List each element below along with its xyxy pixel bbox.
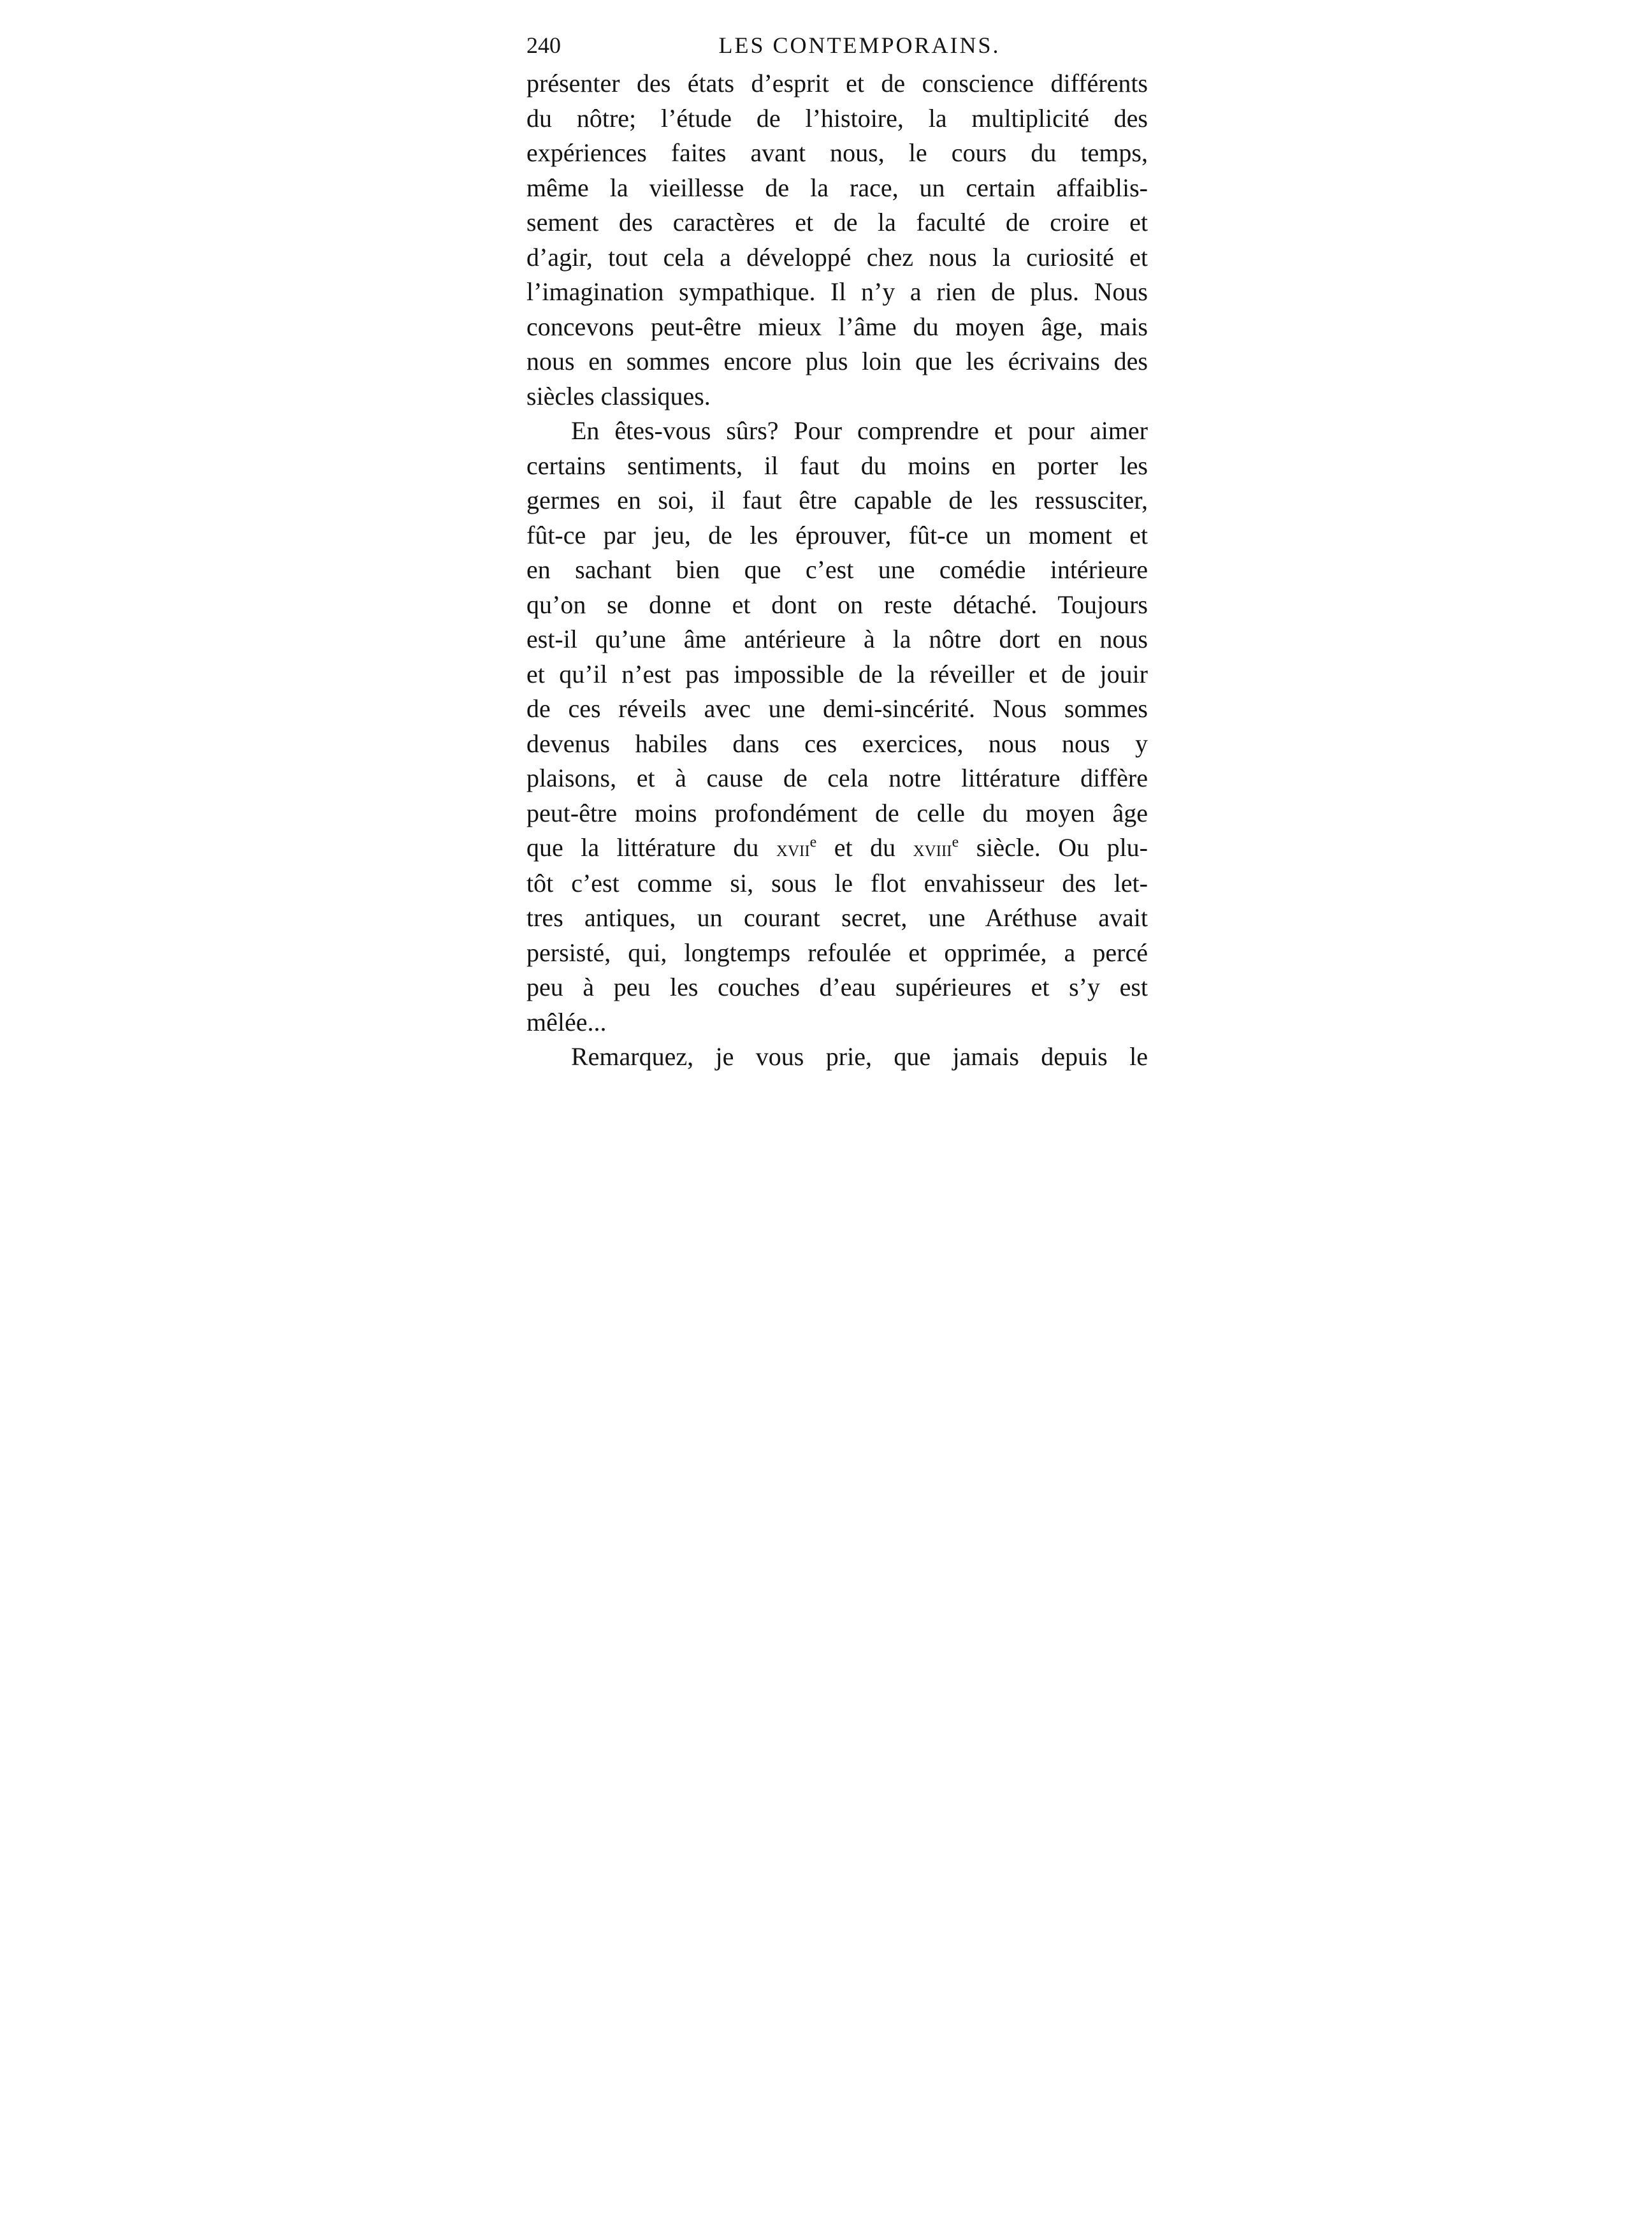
text-line: germes en soi, il faut être capable de les ressusciter, xyxy=(526,486,1148,514)
text-line: Remarquez, je vous prie, que jamais depuis le xyxy=(571,1042,1148,1071)
body-text xyxy=(526,66,1148,1075)
paragraph-2 xyxy=(526,414,1148,1040)
paragraph-1 xyxy=(526,66,1148,414)
text-line: concevons peut-être mieux l’âme du moyen âge, mais xyxy=(526,312,1148,341)
century-numeral: xvii xyxy=(776,836,810,861)
text-line: tôt c’est comme si, sous le flot envahisseur des let- xyxy=(526,868,1148,897)
text-line: certains sentiments, il faut du moins en porter les xyxy=(526,451,1148,480)
paragraph-3 xyxy=(526,1040,1148,1075)
text-line: tres antiques, un courant secret, une Aréthuse avait xyxy=(526,903,1148,932)
page-header xyxy=(526,23,1148,68)
text-line: plaisons, et à cause de cela notre littérature diffère xyxy=(526,764,1148,792)
text-line: présenter des états d’esprit et de conscience différents xyxy=(526,69,1148,98)
text-line: en sachant bien que c’est une comédie intérieure xyxy=(526,555,1148,584)
page-number: 240 xyxy=(526,33,561,58)
text-line-centuries xyxy=(526,831,1148,866)
text-line: qu’on se donne et dont on reste détaché. Toujours xyxy=(526,590,1148,619)
text-line: peu à peu les couches d’eau supérieures et s’y est xyxy=(526,973,1148,1001)
text-fragment: siècle. Ou plu- xyxy=(959,833,1148,862)
text-line: siècles classiques. xyxy=(526,381,711,410)
text-line: du nôtre; l’étude de l’histoire, la multiplicité des xyxy=(526,103,1148,133)
text-line: peut-être moins profondément de celle du moyen âge xyxy=(526,798,1148,827)
text-line: est-il qu’une âme antérieure à la nôtre dort en nous xyxy=(526,625,1148,653)
text-line: fût-ce par jeu, de les éprouver, fût-ce un moment et xyxy=(526,520,1148,549)
text-line: d’agir, tout cela a développé chez nous la curiosité et xyxy=(526,242,1148,272)
century-numeral: xviii xyxy=(913,836,952,861)
text-line: mêlée... xyxy=(526,1007,607,1036)
text-line: et qu’il n’est pas impossible de la réveiller et de jouir xyxy=(526,659,1148,688)
text-line: En êtes-vous sûrs? Pour comprendre et pour aimer xyxy=(571,416,1148,445)
superscript: e xyxy=(809,834,817,851)
text-line: même la vieillesse de la race, un certain affaiblis- xyxy=(526,173,1148,202)
superscript: e xyxy=(952,834,959,851)
text-line: nous en sommes encore plus loin que les écrivains des xyxy=(526,347,1148,375)
text-line: sement des caractères et de la faculté de croire et xyxy=(526,208,1148,236)
text-line: expériences faites avant nous, le cours du temps, xyxy=(526,138,1148,167)
text-line: l’imagination sympathique. Il n’y a rien de plus. Nous xyxy=(526,277,1148,306)
text-line: de ces réveils avec une demi-sincérité. Nous sommes xyxy=(526,694,1148,723)
text-fragment: et du xyxy=(816,833,913,862)
text-line: persisté, qui, longtemps refoulée et opprimée, a percé xyxy=(526,938,1148,967)
text-fragment: que la littérature du xyxy=(526,833,776,862)
text-line: devenus habiles dans ces exercices, nous nous y xyxy=(526,729,1148,758)
running-title: LES CONTEMPORAINS. xyxy=(718,33,1001,58)
